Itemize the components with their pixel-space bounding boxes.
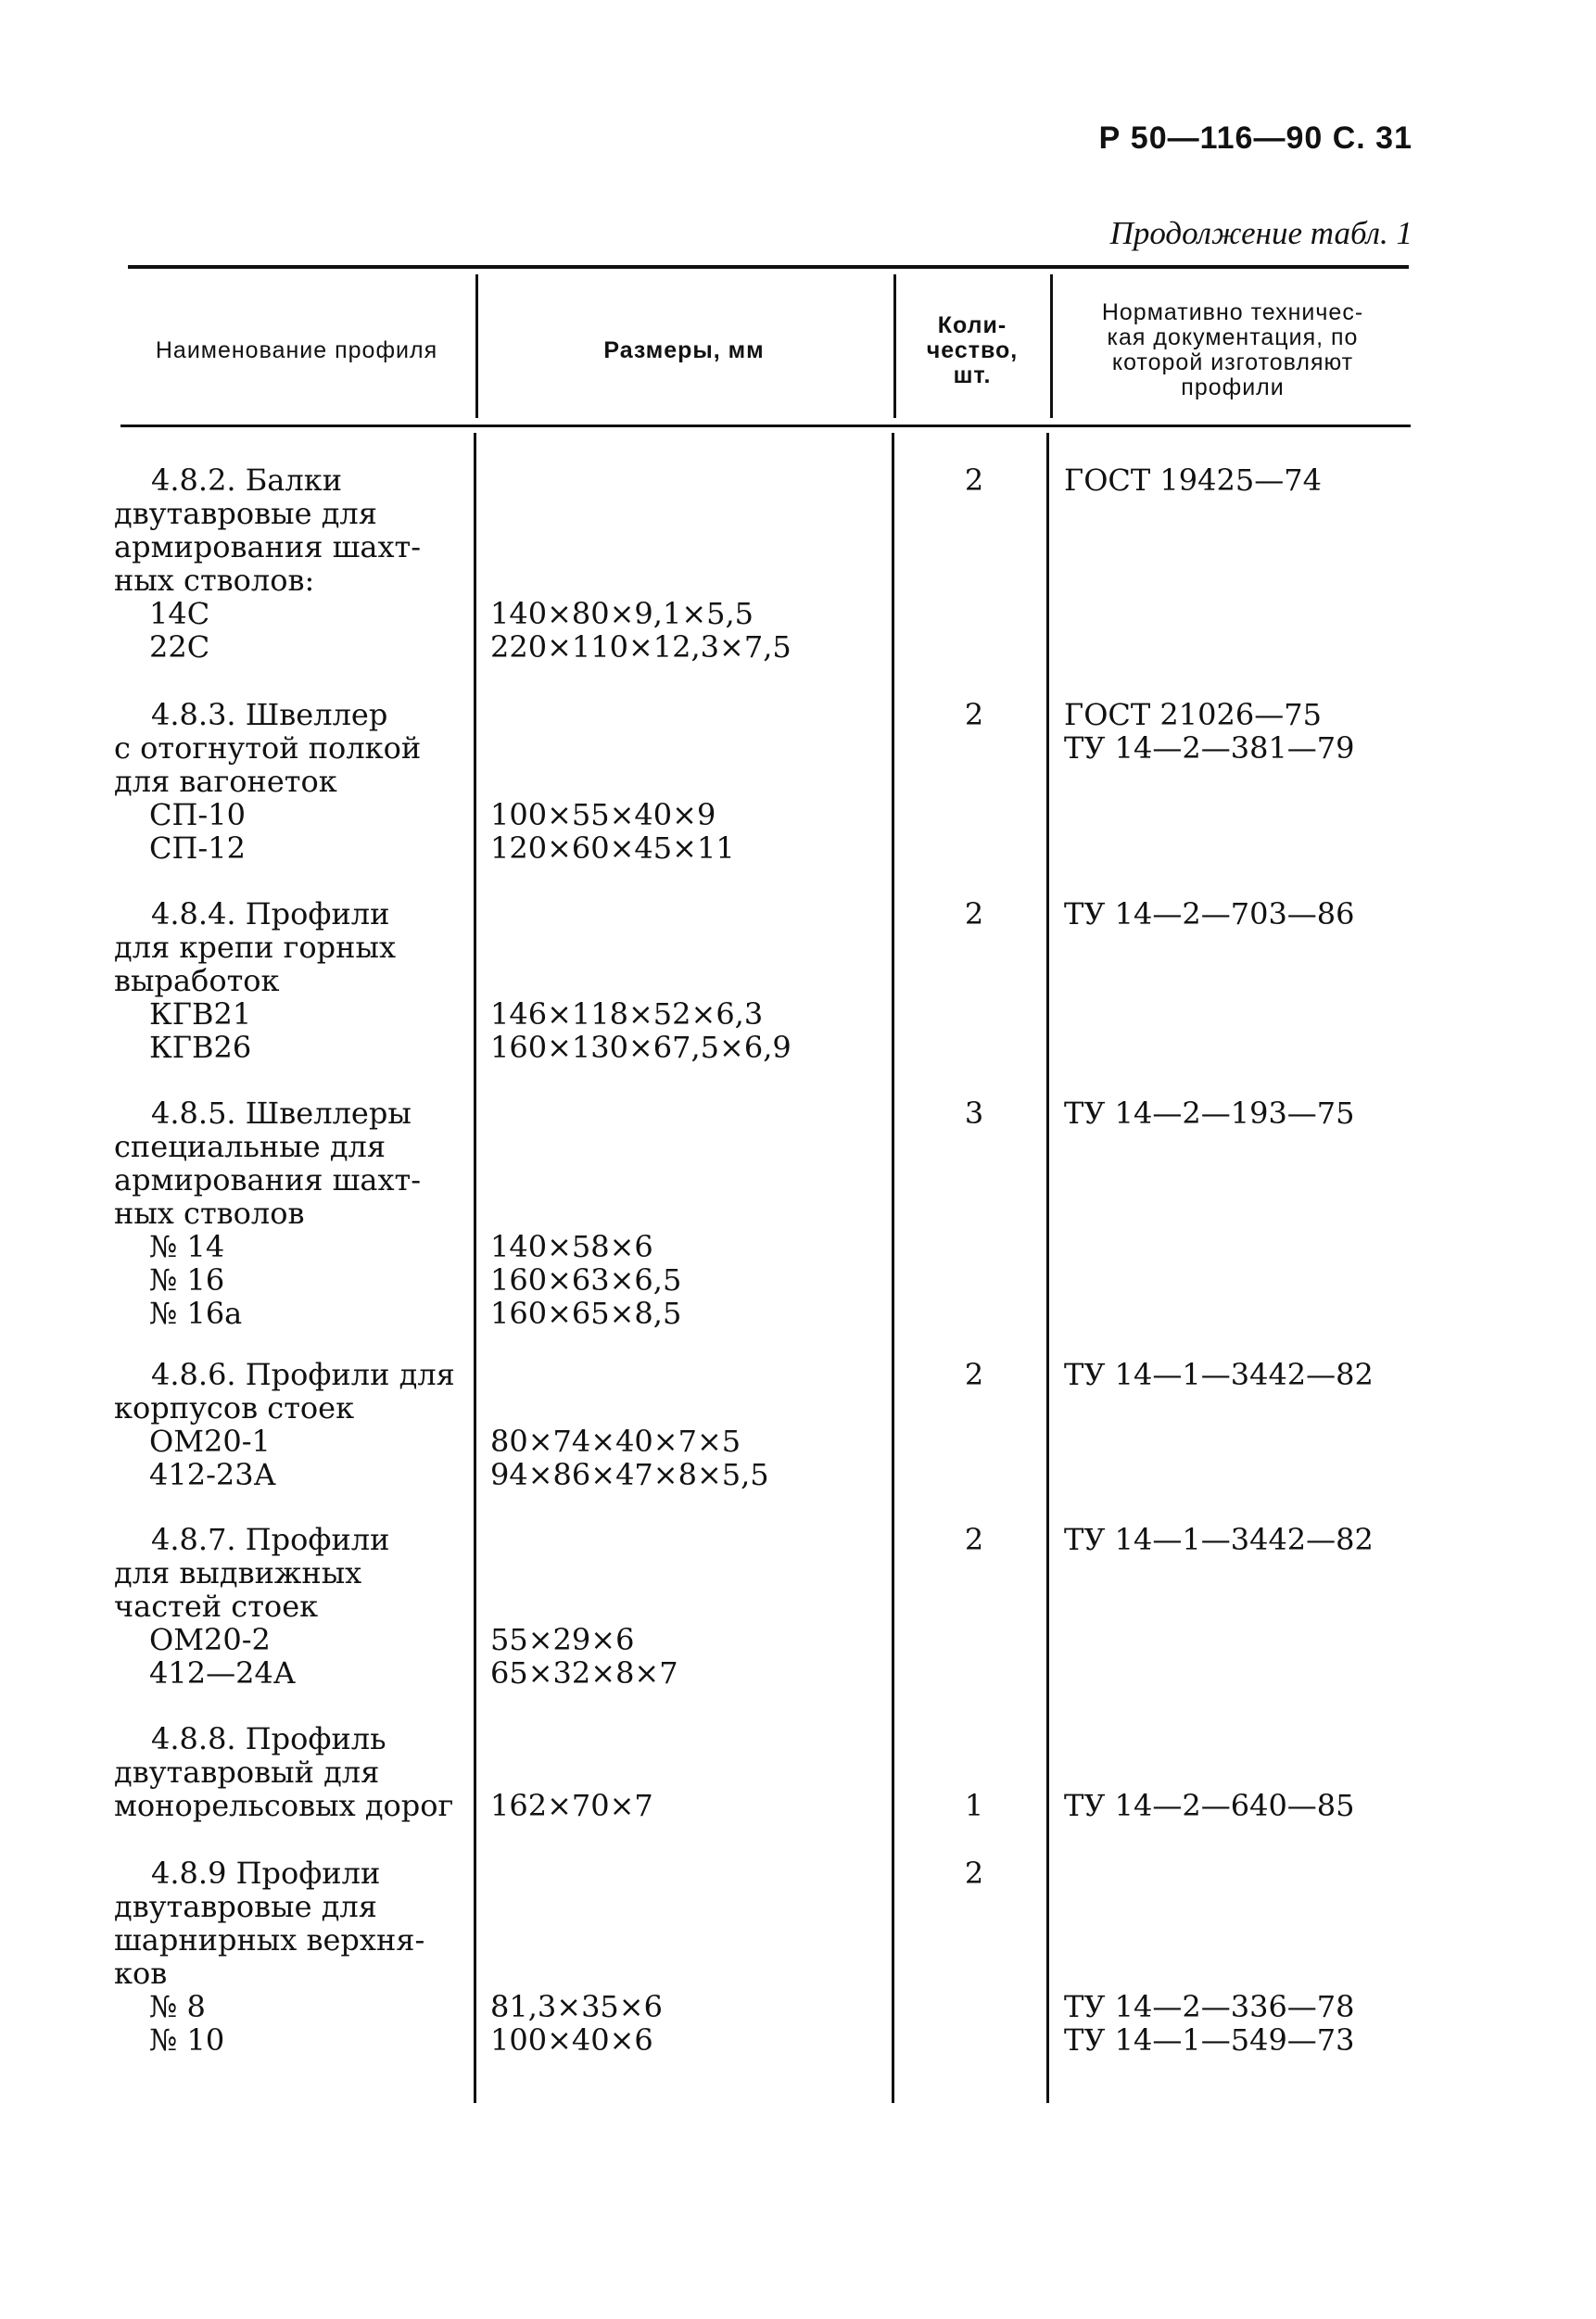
header-separator-1 bbox=[475, 274, 478, 418]
profile-item-label: ОМ20-2 bbox=[149, 1622, 271, 1657]
standard-doc-value: ГОСТ 19425—74 bbox=[1064, 463, 1322, 498]
profile-name-cell bbox=[114, 1096, 466, 1330]
profile-title-line: выработок bbox=[114, 963, 280, 998]
profile-title-line: 4.8.5. Швеллеры bbox=[151, 1096, 412, 1131]
dimension-value: 120×60×45×11 bbox=[490, 830, 735, 866]
header-separator-3 bbox=[1050, 274, 1053, 418]
profile-name-cell bbox=[114, 1722, 466, 1822]
profile-title-line: для выдвижных bbox=[114, 1555, 362, 1590]
profile-title-line: двутавровые для bbox=[114, 1889, 377, 1924]
quantity-cell: 3 bbox=[964, 1096, 984, 1131]
profile-name-cell bbox=[114, 463, 466, 664]
column-header-name: Наименование профиля bbox=[155, 336, 438, 363]
profile-title-line: ков bbox=[114, 1956, 168, 1991]
dimension-value: 220×110×12,3×7,5 bbox=[490, 629, 792, 665]
profile-title-line: ных стволов: bbox=[114, 563, 315, 598]
profile-item-label: СП-12 bbox=[149, 830, 246, 866]
standard-doc-cell bbox=[1064, 1523, 1407, 1556]
standard-doc-value: ТУ 14—1—3442—82 bbox=[1064, 1357, 1374, 1392]
standard-doc-value: ТУ 14—2—193—75 bbox=[1064, 1096, 1355, 1131]
profile-title-line: двутавровый для bbox=[114, 1755, 380, 1790]
profile-title-line: 4.8.7. Профили bbox=[151, 1522, 390, 1557]
quantity-cell: 2 bbox=[964, 896, 984, 931]
profile-item-label: № 8 bbox=[149, 1989, 206, 2024]
standard-doc-value: ТУ 14—1—549—73 bbox=[1064, 2022, 1355, 2058]
table-top-rule bbox=[128, 265, 1409, 269]
dimension-value: 160×65×8,5 bbox=[490, 1296, 682, 1331]
profile-title-line: специальные для bbox=[114, 1129, 386, 1164]
page-code: Р 50—116—90 С. 31 bbox=[1098, 120, 1412, 156]
profile-title-line: 4.8.6. Профили для bbox=[151, 1357, 455, 1392]
dimensions-cell bbox=[490, 1425, 889, 1491]
profile-name-cell bbox=[114, 1856, 466, 2057]
body-separator-3 bbox=[1046, 433, 1049, 2103]
profile-item-label: 412—24А bbox=[149, 1655, 297, 1691]
profile-item-label: № 14 bbox=[149, 1229, 225, 1264]
dimensions-cell bbox=[490, 1990, 889, 2057]
column-header-doc: Нормативно техничес- кая документация, по которой изготовляют профили bbox=[1101, 299, 1364, 400]
standard-doc-cell bbox=[1064, 1096, 1407, 1130]
quantity-cell: 2 bbox=[964, 1357, 984, 1392]
standard-doc-cell bbox=[1064, 698, 1407, 765]
dimensions-cell bbox=[490, 798, 889, 865]
profile-name-cell bbox=[114, 1523, 466, 1690]
profile-item-label: ОМ20-1 bbox=[149, 1424, 271, 1459]
profile-item-label: КГВ26 bbox=[149, 1030, 252, 1065]
profile-title-line: 4.8.8. Профиль bbox=[151, 1721, 386, 1756]
profile-title-line: 4.8.2. Балки bbox=[151, 463, 343, 498]
standard-doc-cell bbox=[1064, 897, 1407, 931]
profile-title-line: 4.8.3. Швеллер bbox=[151, 697, 388, 732]
body-separator-1 bbox=[474, 433, 476, 2103]
standard-doc-value: ТУ 14—2—336—78 bbox=[1064, 1989, 1355, 2024]
profile-title-line: монорельсовых дорог bbox=[114, 1788, 454, 1823]
profile-title-line: 4.8.9 Профили bbox=[151, 1856, 381, 1891]
dimensions-cell bbox=[490, 997, 889, 1064]
profile-title-line: для крепи горных bbox=[114, 930, 396, 965]
profile-title-line: корпусов стоек bbox=[114, 1390, 355, 1426]
dimension-value: 140×58×6 bbox=[490, 1229, 653, 1264]
table-continuation-label: Продолжение табл. 1 bbox=[1109, 215, 1412, 251]
dimension-value: 100×55×40×9 bbox=[490, 797, 716, 832]
profile-title-line: шарнирных верхня- bbox=[114, 1922, 425, 1958]
profile-title-line: двутавровые для bbox=[114, 496, 377, 531]
profile-item-label: 412-23А bbox=[149, 1457, 276, 1492]
dimensions-cell bbox=[490, 1623, 889, 1690]
header-separator-2 bbox=[893, 274, 896, 418]
profile-item-label: № 16 bbox=[149, 1262, 225, 1298]
dimension-value: 100×40×6 bbox=[490, 2022, 653, 2058]
standard-doc-cell bbox=[1064, 1358, 1407, 1391]
profile-title-line: для вагонеток bbox=[114, 764, 337, 799]
dimension-value: 81,3×35×6 bbox=[490, 1989, 663, 2024]
dimension-value: 65×32×8×7 bbox=[490, 1655, 678, 1691]
dimension-value: 94×86×47×8×5,5 bbox=[490, 1457, 769, 1492]
profile-item-label: № 10 bbox=[149, 2022, 225, 2058]
quantity-cell: 2 bbox=[964, 1522, 984, 1557]
profile-name-cell bbox=[114, 698, 466, 865]
profile-item-label: № 16а bbox=[149, 1296, 243, 1331]
dimension-value: 160×130×67,5×6,9 bbox=[490, 1030, 792, 1065]
quantity-cell: 2 bbox=[964, 1856, 984, 1891]
profile-item-label: 22С bbox=[149, 629, 210, 665]
profile-title-line: армирования шахт- bbox=[114, 1162, 422, 1198]
standard-doc-value: ТУ 14—1—3442—82 bbox=[1064, 1522, 1374, 1557]
profile-title-line: 4.8.4. Профили bbox=[151, 896, 390, 931]
standard-doc-value: ТУ 14—2—381—79 bbox=[1064, 730, 1355, 766]
profile-item-label: СП-10 bbox=[149, 797, 246, 832]
dimensions-cell bbox=[490, 1230, 889, 1330]
dimensions-cell bbox=[490, 1789, 889, 1822]
standard-doc-value: ГОСТ 21026—75 bbox=[1064, 697, 1322, 732]
dimensions-cell bbox=[490, 597, 889, 664]
header-bottom-rule bbox=[120, 425, 1411, 427]
profile-item-label: КГВ21 bbox=[149, 996, 252, 1032]
profile-title-line: частей стоек bbox=[114, 1589, 319, 1624]
column-header-quantity: Коли- чество, шт. bbox=[926, 311, 1019, 388]
profile-title-line: с отогнутой полкой bbox=[114, 730, 422, 766]
standard-doc-value: ТУ 14—2—703—86 bbox=[1064, 896, 1355, 931]
body-separator-2 bbox=[892, 433, 894, 2103]
dimension-value: 160×63×6,5 bbox=[490, 1262, 682, 1298]
standard-doc-cell bbox=[1064, 1789, 1407, 1822]
standard-doc-cell bbox=[1064, 463, 1407, 497]
profile-name-cell bbox=[114, 1358, 466, 1491]
dimension-value: 55×29×6 bbox=[490, 1622, 635, 1657]
standard-doc-cell bbox=[1064, 1990, 1407, 2057]
profile-item-label: 14С bbox=[149, 596, 210, 631]
dimension-value: 146×118×52×6,3 bbox=[490, 996, 764, 1032]
standard-doc-value: ТУ 14—2—640—85 bbox=[1064, 1788, 1355, 1823]
quantity-cell: 1 bbox=[964, 1788, 984, 1823]
quantity-cell: 2 bbox=[964, 463, 984, 498]
profile-title-line: армирования шахт- bbox=[114, 529, 422, 564]
column-header-dimensions: Размеры, мм bbox=[603, 336, 765, 363]
dimension-value: 140×80×9,1×5,5 bbox=[490, 596, 754, 631]
profile-title-line: ных стволов bbox=[114, 1196, 305, 1231]
profile-name-cell bbox=[114, 897, 466, 1064]
dimension-value: 80×74×40×7×5 bbox=[490, 1424, 741, 1459]
quantity-cell: 2 bbox=[964, 697, 984, 732]
dimension-value: 162×70×7 bbox=[490, 1788, 653, 1823]
